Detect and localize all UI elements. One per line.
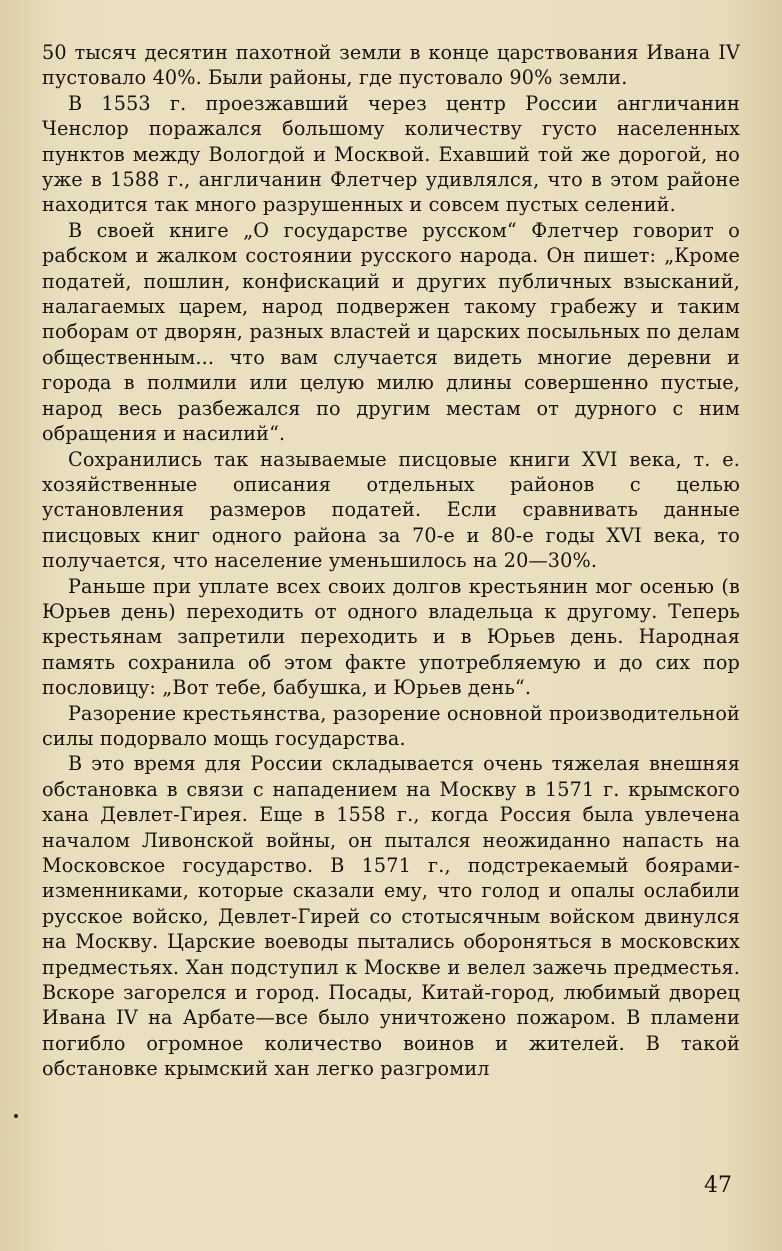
- paragraph-1: 50 тысяч десятин пахотной земли в конце царствования Ивана IV пустовало 40%. Были районы, где пустовало 90% земли.: [42, 41, 740, 90]
- paragraph-5: Раньше при уплате всех своих долгов крестьянин мог осенью (в Юрьев день) переходить от одного владельца к другому. Теперь крестьянам запретили переходить и в Юрьев день. Народная память сохранила об этом факте употребляемую и до сих пор пословицу: „Вот тебе, бабушка, и Юрьев день“.: [42, 574, 740, 700]
- paragraph-3: В своей книге „О государстве русском“ Флетчер говорит о рабском и жалком состоянии русского народа. Он пишет: „Кроме податей, пошлин, конфискаций и других публичных взысканий, налагаемых царем, народ подвержен такому грабежу и таким поборам от дворян, разных властей и царских посыльных по делам общественным... что вам случается видеть многие деревни и города в полмили или целую милю длины совершенно пустые, народ весь разбежался по другим местам от дурного с ним обращения и насилий“.: [42, 218, 740, 446]
- main-text-column: [42, 40, 740, 1082]
- paragraph-7: В это время для России складывается очень тяжелая внешняя обстановка в связи с нападением на Москву в 1571 г. крымского хана Девлет-Гирея. Еще в 1558 г., когда Россия была увлечена началом Ливонской войны, он пытался неожиданно напасть на Московское государство. В 1571 г., подстрекаемый боярами-изменниками, которые сказали ему, что голод и опалы ослабили русское войско, Девлет-Гирей со стотысячным войском двинулся на Москву. Царские воеводы пытались обороняться в московских предместьях. Хан подступил к Москве и велел зажечь предместья. Вскоре загорелся и город. Посады, Китай-город, любимый дворец Ивана IV на Арбате—все было уничтожено пожаром. В пламени погибло огромное количество воинов и жителей. В такой обстановке крымский хан легко разгромил: [42, 752, 740, 1081]
- paragraph-4: Сохранились так называемые писцовые книги XVI века, т. е. хозяйственные описания отдельных районов с целью установления размеров податей. Если сравнивать данные писцовых книг одного района за 70-е и 80-е годы XVI века, то получается, что население уменьшилось на 20—30%.: [42, 447, 740, 573]
- margin-dot: [14, 1114, 18, 1118]
- paragraph-2: В 1553 г. проезжавший через центр России англичанин Ченслор поражался большому количеству густо населенных пунктов между Вологдой и Москвой. Ехавший той же дорогой, но уже в 1588 г., англичанин Флетчер удивлялся, что в этом районе находится так много разрушенных и совсем пустых селений.: [42, 91, 740, 217]
- paragraph-6: Разорение крестьянства, разорение основной производительной силы подорвало мощь государства.: [42, 701, 740, 750]
- page-number: 47: [704, 1173, 732, 1198]
